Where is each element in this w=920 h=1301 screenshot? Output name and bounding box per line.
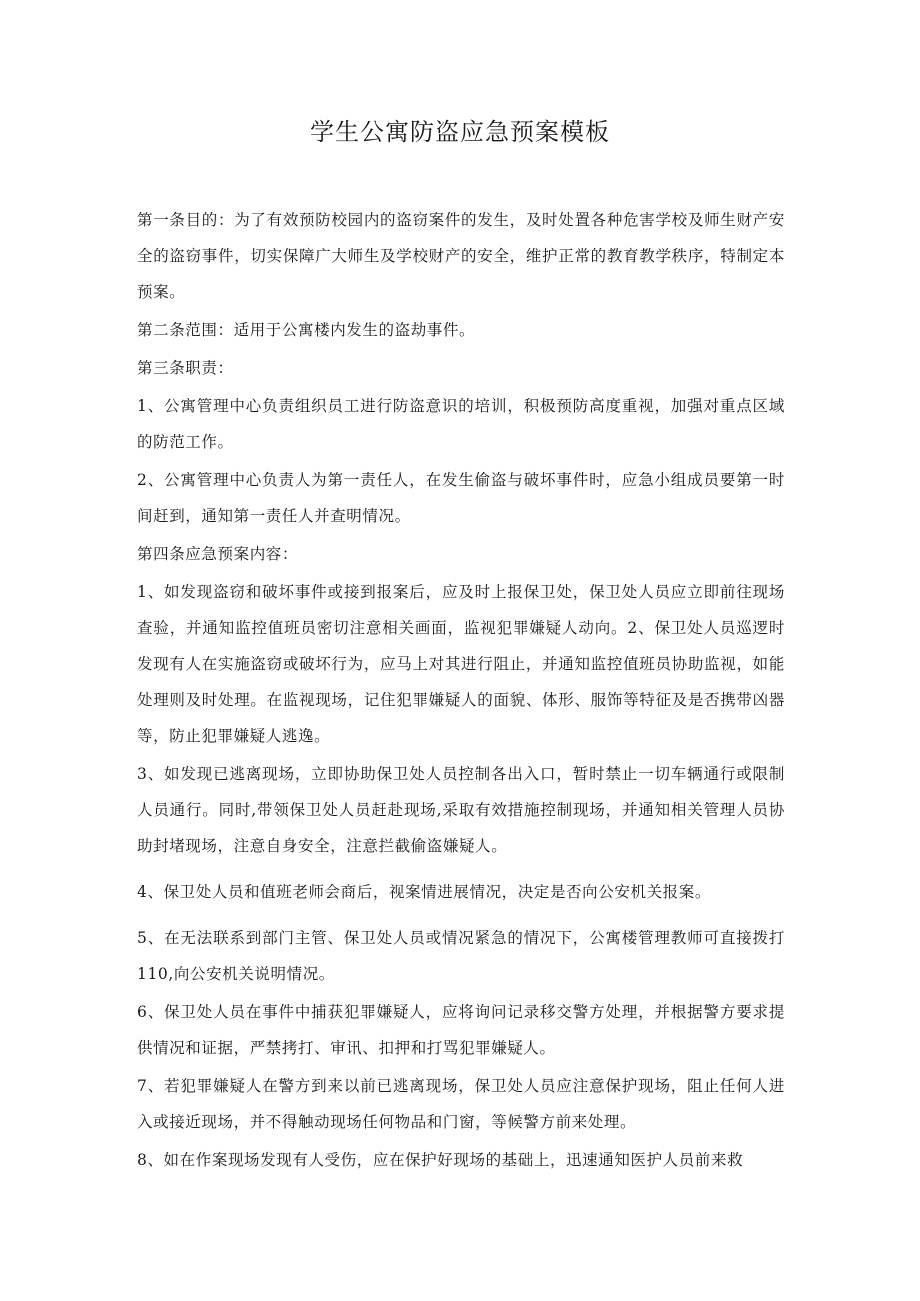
paragraph-plan-5: 5、在无法联系到部门主管、保卫处人员或情况紧急的情况下，公寓楼管理教师可直接拨打110,向公安机关说明情况。: [137, 929, 785, 983]
paragraph-article-2: 第二条范围：适用于公寓楼内发生的盗劫事件。: [137, 321, 476, 339]
paragraph-plan-4: 4、保卫处人员和值班老师会商后，视案情进展情况，决定是否向公安机关报案。: [137, 883, 711, 901]
paragraph-duty-1: 1、公寓管理中心负责组织员工进行防盗意识的培训，积极预防高度重视，加强对重点区域的防范工作。: [137, 397, 785, 451]
paragraph-duty-2: 2、公寓管理中心负责人为第一责任人，在发生偷盗与破坏事件时，应急小组成员要第一时间赶到，通知第一责任人并查明情况。: [137, 471, 785, 525]
paragraph-plan-6: 6、保卫处人员在事件中捕获犯罪嫌疑人，应将询问记录移交警方处理，并根据警方要求提供情况和证据，严禁拷打、审讯、扣押和打骂犯罪嫌疑人。: [137, 1003, 785, 1057]
paragraph-article-4-heading: 第四条应急预案内容：: [137, 545, 299, 563]
paragraph-plan-8: 8、如在作案现场发现有人受伤，应在保护好现场的基础上，迅速通知医护人员前来救: [137, 1151, 744, 1169]
paragraph-article-1: 第一条目的：为了有效预防校园内的盗窃案件的发生，及时处置各种危害学校及师生财产安全的盗窃事件，切实保障广大师生及学校财产的安全，维护正常的教育教学秩序，特制定本预案。: [137, 211, 785, 301]
paragraph-plan-3: 3、如发现已逃离现场，立即协助保卫处人员控制各出入口，暂时禁止一切车辆通行或限制人员通行。同时,带领保卫处人员赶赴现场,采取有效措施控制现场，并通知相关管理人员协助封堵现场，注意自身安全，注意拦截偷盗嫌疑人。: [137, 765, 785, 855]
paragraph-plan-7: 7、若犯罪嫌疑人在警方到来以前已逃离现场，保卫处人员应注意保护现场，阻止任何人进入或接近现场，并不得触动现场任何物品和门窗，等候警方前来处理。: [137, 1077, 785, 1131]
paragraph-article-3-heading: 第三条职责：: [137, 359, 234, 377]
document-title: 学生公寓防盗应急预案模板: [310, 118, 610, 146]
paragraph-plan-1-2: 1、如发现盗窃和破坏事件或接到报案后，应及时上报保卫处，保卫处人员应立即前往现场查验，并通知监控值班员密切注意相关画面，监视犯罪嫌疑人动向。2、保卫处人员巡逻时发现有人在实施盗窃或破坏行为，应马上对其进行阻止，并通知监控值班员协助监视，如能处理则及时处理。在监视现场，记住犯罪嫌疑人的面貌、体形、服饰等特征及是否携带凶器等，防止犯罪嫌疑人逃逸。: [137, 583, 785, 745]
document-body: [137, 202, 785, 1178]
